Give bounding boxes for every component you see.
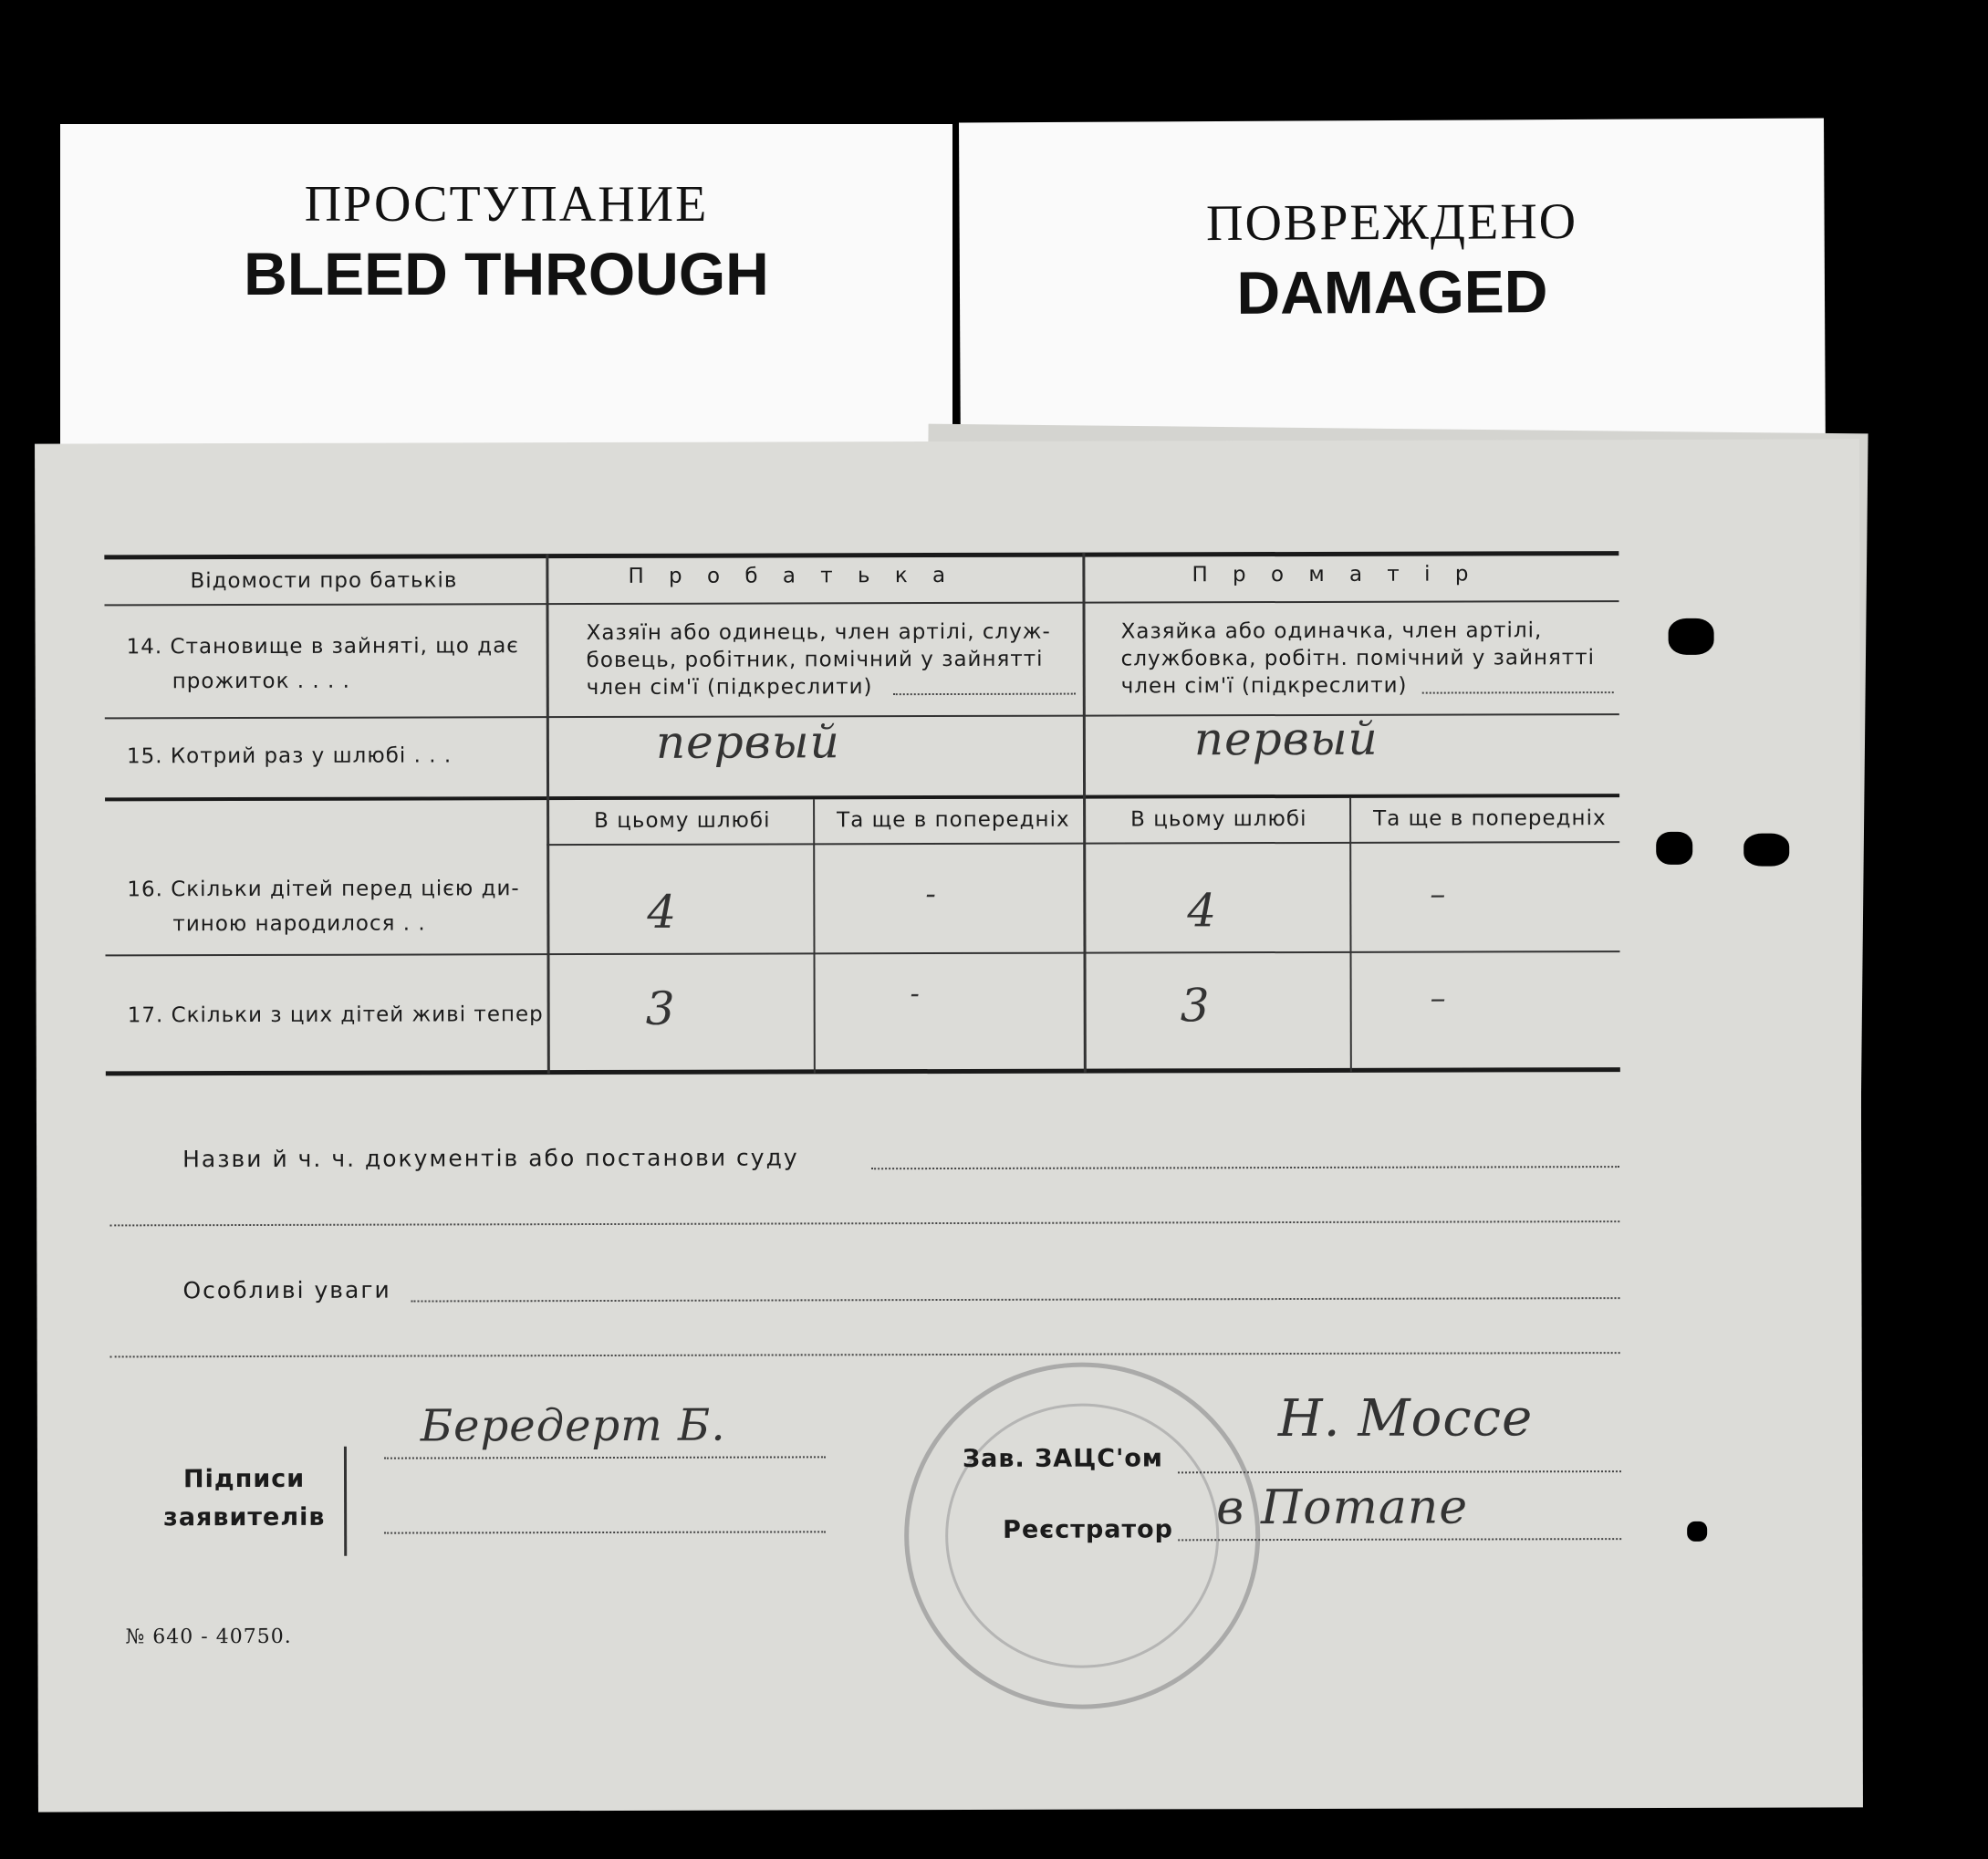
header-parents-info: Відомости про батьків: [190, 568, 458, 594]
row17-label: 17. Скільки з цих дітей живі тепер: [127, 1002, 544, 1028]
remarks-label: Особливі уваги: [182, 1276, 391, 1304]
row16-label-line2: тиною народилося . .: [172, 911, 426, 937]
col-divider-father: [813, 799, 816, 1073]
row17-mother-previous: –: [1430, 980, 1447, 1017]
row17-father-previous: -: [910, 978, 921, 1011]
row16-label-line1: 16. Скільки дітей перед цією ди-: [127, 877, 520, 902]
row14-mother-dots: [1422, 691, 1614, 694]
damaged-card: [959, 119, 1826, 470]
row16-rule: [106, 950, 1620, 956]
header-rule: [105, 600, 1619, 606]
table-top-rule: [104, 551, 1619, 559]
remarks-line-2: [110, 1352, 1620, 1357]
damage-hole: [1656, 832, 1692, 865]
applicants-label-line1: Підписи: [182, 1464, 306, 1494]
row17-mother-this: 3: [1180, 979, 1211, 1033]
head-signature: Н. Моссе: [1277, 1388, 1534, 1449]
damage-hole: [1743, 834, 1789, 867]
row16-father-this: 4: [647, 885, 678, 939]
documents-line-2: [109, 1220, 1619, 1226]
sub-father-this: В цьому шлюбі: [594, 808, 771, 834]
row15-rule: [105, 794, 1619, 801]
bleed-through-en: BLEED THROUGH: [244, 240, 769, 307]
bleed-through-card: [60, 124, 952, 471]
row14-rule: [105, 713, 1619, 719]
col-divider-2: [1082, 553, 1086, 1073]
row15-mother-value: первый: [1193, 711, 1379, 766]
head-label: Зав. ЗАЦС'ом: [962, 1444, 1163, 1473]
damage-hole: [1687, 1521, 1707, 1542]
damage-hole: [1669, 618, 1714, 655]
row14-mother-line1: Хазяйка або одиначка, член артілі,: [1120, 618, 1543, 644]
row16-mother-this: 4: [1187, 884, 1218, 938]
sub-mother-this: В цьому шлюбі: [1130, 806, 1307, 832]
table-bottom-rule: [106, 1067, 1620, 1075]
sub-mother-previous: Та ще в попередніх: [1373, 806, 1607, 831]
applicant-signature-line-2: [384, 1531, 826, 1533]
row16-mother-previous: –: [1430, 876, 1447, 913]
row14-father-line1: Хазяїн або одинець, член артілі, служ-: [586, 619, 1051, 646]
remarks-line: [411, 1297, 1619, 1302]
row14-father-line2: бовець, робітник, помічний у зайнятті: [586, 647, 1044, 673]
form-number: № 640 - 40750.: [125, 1625, 292, 1649]
registrar-signature: в Потапе: [1216, 1480, 1469, 1536]
row15-father-value: первый: [655, 715, 840, 769]
col-divider-mother: [1349, 798, 1352, 1072]
row14-mother-line3: член сім'ї (підкреслити): [1120, 673, 1408, 699]
row14-mother-line2: службовка, робітн. помічний у зайнятті: [1120, 646, 1596, 671]
row14-father-dots: [893, 693, 1076, 696]
applicant-signature-line-1: [384, 1456, 826, 1459]
applicants-label-line2: заявителів: [163, 1502, 326, 1532]
registrar-signature-line: [1178, 1538, 1621, 1541]
sub-father-previous: Та ще в попередніх: [837, 807, 1070, 833]
registrar-label: Реєстратор: [1003, 1515, 1174, 1544]
head-signature-line: [1178, 1470, 1621, 1473]
header-father: П р о б а т ь к а: [628, 563, 955, 588]
damaged-ru: ПОВРЕЖДЕНО: [1205, 192, 1578, 253]
row15-label: 15. Котрий раз у шлюбі . . .: [126, 743, 453, 769]
row14-label-line1: 14. Становище в зайняті, що дає: [126, 634, 519, 659]
record-form-page: [35, 439, 1863, 1812]
row14-label-line2: прожиток . . . .: [172, 669, 350, 694]
row16-father-previous: -: [925, 876, 937, 913]
damaged-en: DAMAGED: [1236, 257, 1548, 327]
documents-line: [871, 1166, 1619, 1169]
row14-father-line3: член сім'ї (підкреслити): [586, 675, 873, 701]
col-divider-1: [546, 554, 549, 1074]
documents-label: Назви й ч. ч. документів або постанови суду: [182, 1144, 799, 1173]
applicants-brace: [344, 1447, 347, 1556]
header-mother: П р о м а т і р: [1192, 562, 1478, 587]
applicant-signature: Бередерт Б.: [420, 1399, 726, 1452]
row17-father-this: 3: [645, 981, 676, 1035]
bleed-through-ru: ПРОСТУПАНИЕ: [304, 176, 709, 233]
